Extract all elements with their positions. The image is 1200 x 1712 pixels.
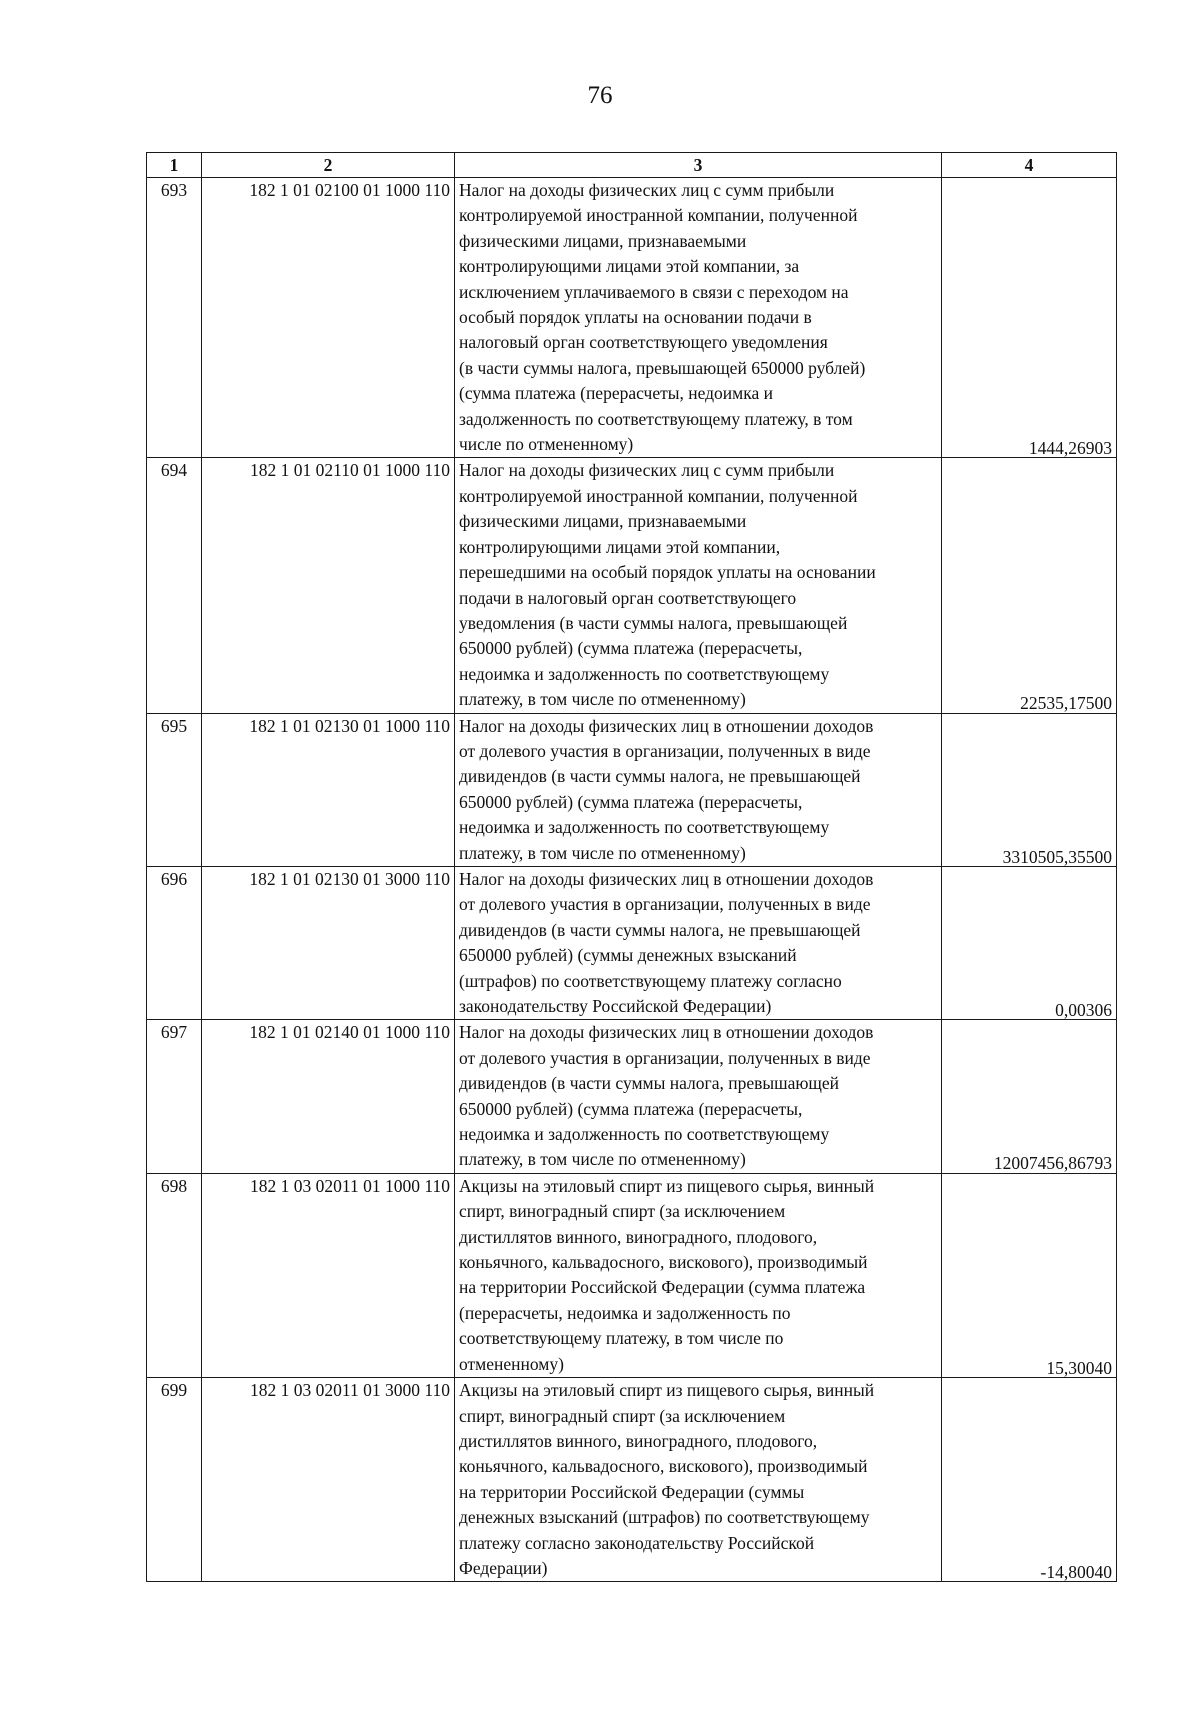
description-line: 650000 рублей) (сумма платежа (перерасчеты, [459,1098,803,1119]
amount-cell [942,1173,1117,1377]
description-line: числе по отмененному) [459,434,634,455]
description-line: контролируемой иностранной компании, полученной [459,485,858,506]
description-line: от долевого участия в организации, полученных в виде [459,740,871,761]
table-row [147,866,1117,1019]
column-header-4: 4 [942,153,1117,178]
description-line: Налог на доходы физических лиц в отношении доходов [459,868,874,889]
revenue-description [455,1173,942,1377]
description-line: контролирующими лицами этой компании, за [459,256,800,277]
description-line: дивидендов (в части суммы налога, превышающей [459,1073,840,1094]
row-number: 696 [147,866,202,1019]
description-line: подачи в налоговый орган соответствующего [459,587,797,608]
description-line: контролирующими лицами этой компании, [459,536,781,557]
description-line: дистиллятов винного, виноградного, плодового, [459,1430,818,1451]
description-line: спирт, виноградный спирт (за исключением [459,1405,786,1426]
table-row [147,1173,1117,1377]
budget-table [146,152,1117,1582]
description-line: законодательству Российской Федерации) [459,996,772,1016]
column-header-3: 3 [455,153,942,178]
description-line: дивидендов (в части суммы налога, не превышающей [459,919,861,940]
table-row [147,178,1117,458]
description-line: 650000 рублей) (сумма платежа (перерасчеты, [459,638,803,659]
description-line: (перерасчеты, недоимка и задолженность по [459,1302,791,1323]
row-number: 698 [147,1173,202,1377]
amount-value: 1444,26903 [1028,438,1112,459]
amount-cell [942,458,1117,713]
description-line: Налог на доходы физических лиц с сумм прибыли [459,180,835,200]
description-line: контролируемой иностранной компании, полученной [459,205,858,226]
description-line: налоговый орган соответствующего уведомления [459,332,828,353]
description-line: недоимка и задолженность по соответствующему [459,817,830,838]
budget-classification-code: 182 1 01 02130 01 1000 110 [202,713,455,866]
description-line: отмененному) [459,1353,564,1374]
description-line: исключением уплачиваемого в связи с переходом на [459,281,849,302]
description-line: платежу, в том числе по отмененному) [459,1149,746,1170]
table-row [147,713,1117,866]
budget-classification-code: 182 1 03 02011 01 1000 110 [202,1173,455,1377]
description-line: Налог на доходы физических лиц в отношении доходов [459,1022,874,1043]
description-line: Акцизы на этиловый спирт из пищевого сырья, винный [459,1175,875,1196]
description-line: от долевого участия в организации, полученных в виде [459,1047,871,1068]
description-line: перешедшими на особый порядок уплаты на основании [459,562,876,583]
table-row [147,458,1117,713]
amount-cell [942,178,1117,458]
description-line: на территории Российской Федерации (сумма платежа [459,1277,866,1298]
page-number: 76 [587,82,613,109]
description-line: (сумма платежа (перерасчеты, недоимка и [459,383,773,404]
description-line: от долевого участия в организации, полученных в виде [459,894,871,915]
description-line: соответствующему платежу, в том числе по [459,1328,784,1349]
row-number: 693 [147,178,202,458]
row-number: 697 [147,1020,202,1173]
revenue-description [455,1020,942,1173]
amount-cell [942,1378,1117,1582]
description-line: (в части суммы налога, превышающей 650000 рублей) [459,357,866,378]
revenue-description [455,178,942,458]
description-line: задолженность по соответствующему платежу, в том [459,408,853,429]
description-line: физическими лицами, признаваемыми [459,230,747,251]
description-line: недоимка и задолженность по соответствующему [459,663,830,684]
description-line: спирт, виноградный спирт (за исключением [459,1201,786,1222]
description-line: коньячного, кальвадосного, вискового), производимый [459,1252,868,1273]
amount-value: 0,00306 [1055,1000,1112,1020]
description-line: на территории Российской Федерации (суммы [459,1481,805,1502]
budget-classification-code: 182 1 01 02140 01 1000 110 [202,1020,455,1173]
description-line: физическими лицами, признаваемыми [459,511,747,532]
amount-cell [942,713,1117,866]
budget-classification-code: 182 1 01 02100 01 1000 110 [202,178,455,458]
amount-value: 15,30040 [1046,1357,1112,1378]
description-line: Акцизы на этиловый спирт из пищевого сырья, винный [459,1380,875,1401]
description-line: платежу, в том числе по отмененному) [459,689,746,710]
description-line: недоимка и задолженность по соответствующему [459,1124,830,1145]
description-line: Налог на доходы физических лиц с сумм прибыли [459,460,835,481]
description-line: платежу согласно законодательству Российской [459,1532,815,1553]
revenue-description [455,866,942,1019]
description-line: Федерации) [459,1557,548,1578]
row-number: 695 [147,713,202,866]
row-number: 699 [147,1378,202,1582]
table-row [147,1020,1117,1173]
revenue-description [455,458,942,713]
amount-value: -14,80040 [1040,1561,1112,1582]
column-header-1: 1 [147,153,202,178]
description-line: дивидендов (в части суммы налога, не превышающей [459,766,861,787]
table-row [147,1378,1117,1582]
revenue-description [455,713,942,866]
budget-classification-code: 182 1 01 02110 01 1000 110 [202,458,455,713]
budget-classification-code: 182 1 03 02011 01 3000 110 [202,1378,455,1582]
revenue-description [455,1378,942,1582]
description-line: (штрафов) по соответствующему платежу согласно [459,970,842,991]
description-line: денежных взысканий (штрафов) по соответствующему [459,1507,870,1528]
description-line: коньячного, кальвадосного, вискового), производимый [459,1456,868,1477]
amount-cell [942,866,1117,1019]
description-line: Налог на доходы физических лиц в отношении доходов [459,715,874,736]
row-number: 694 [147,458,202,713]
description-line: дистиллятов винного, виноградного, плодового, [459,1226,818,1247]
description-line: особый порядок уплаты на основании подачи в [459,307,812,328]
description-line: 650000 рублей) (сумма платежа (перерасчеты, [459,791,803,812]
amount-cell [942,1020,1117,1173]
budget-classification-code: 182 1 01 02130 01 3000 110 [202,866,455,1019]
description-line: платежу, в том числе по отмененному) [459,842,746,863]
table-body [147,178,1117,1582]
amount-value: 22535,17500 [1020,693,1112,714]
header-row [147,153,1117,178]
column-header-2: 2 [202,153,455,178]
description-line: уведомления (в части суммы налога, превышающей [459,612,848,633]
amount-value: 3310505,35500 [1002,846,1112,867]
amount-value: 12007456,86793 [993,1153,1112,1174]
description-line: 650000 рублей) (суммы денежных взысканий [459,945,797,966]
